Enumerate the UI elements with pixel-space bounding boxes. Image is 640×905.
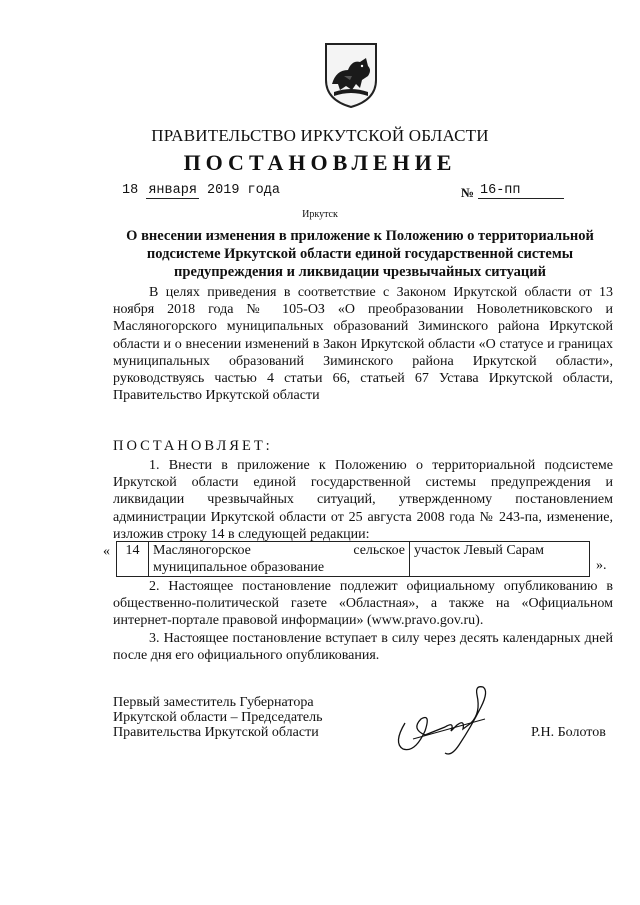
row-number-cell: 14 <box>117 542 149 577</box>
coat-of-arms-icon <box>322 40 380 110</box>
resolves-heading: ПОСТАНОВЛЯЕТ: <box>113 438 273 454</box>
government-name: ПРАВИТЕЛЬСТВО ИРКУТСКОЙ ОБЛАСТИ <box>151 126 489 145</box>
position-line-1: Первый заместитель Губернатора <box>113 695 314 710</box>
site-cell: участок Левый Сарам <box>410 542 590 577</box>
municipality-line-2: муниципальное образование <box>153 560 325 575</box>
city: Иркутск <box>302 209 338 220</box>
table-row <box>117 542 590 577</box>
preamble-paragraph: В целях приведения в соответствие с Законом Иркутской области от 13 ноября 2018 года № 105-ОЗ «О преобразовании Новолетниковского и Масляногорского муниципальных образований Зиминского района Иркутской области и о внесении изменений в Закон Иркутской области «О статусе и границах муниципальных образований Зиминского района Иркутской области», руководствуясь частью 4 статьи 66, статьей 67 Устава Иркутской области, Правительство Иркутской области <box>113 285 613 404</box>
position-line-2: Иркутской области – Председатель <box>113 710 323 725</box>
date-month: января <box>148 183 197 198</box>
date-day: 18 <box>122 183 139 198</box>
document-number: 16-пп <box>478 183 564 199</box>
handwritten-signature <box>385 683 525 761</box>
signatory-name: Р.Н. Болотов <box>531 725 606 740</box>
municipality-word-2: сельское <box>353 543 405 558</box>
document-type: ПОСТАНОВЛЕНИЕ <box>183 150 457 175</box>
item-1-paragraph: 1. Внести в приложение к Положению о территориальной подсистеме Иркутской области единой государственной системы предупреждения и ликвидации чрезвычайных ситуаций, утвержденному постановлением администрации Иркутской области от 25 августа 2008 года № 243-па, изменение, изложив строку 14 в следующей редакции: <box>113 458 613 542</box>
item-3-paragraph: 3. Настоящее постановление вступает в силу через десять календарных дней после дня его официального опубликования. <box>113 631 613 664</box>
document-date <box>122 183 280 198</box>
signatory-position <box>113 695 322 740</box>
item-2-paragraph: 2. Настоящее постановление подлежит официальному опубликованию в общественно-политической газете «Областная», а также на «Официальном интернет-портале правовой информации» (www.pravo.gov.ru). <box>113 579 613 629</box>
number-label: № <box>461 185 475 200</box>
quote-close: ». <box>596 558 607 573</box>
quote-open: « <box>103 544 110 559</box>
municipality-word-1: Масляногорское <box>153 543 251 558</box>
municipality-cell <box>149 542 410 577</box>
position-line-3: Правительства Иркутской области <box>113 725 319 740</box>
amended-row-table <box>116 541 590 577</box>
document-title: О внесении изменения в приложение к Положению о территориальной подсистеме Иркутской области единой государственной системы предупреждения и ликвидации чрезвычайных ситуаций <box>126 228 594 280</box>
date-year: 2019 года <box>207 183 280 198</box>
